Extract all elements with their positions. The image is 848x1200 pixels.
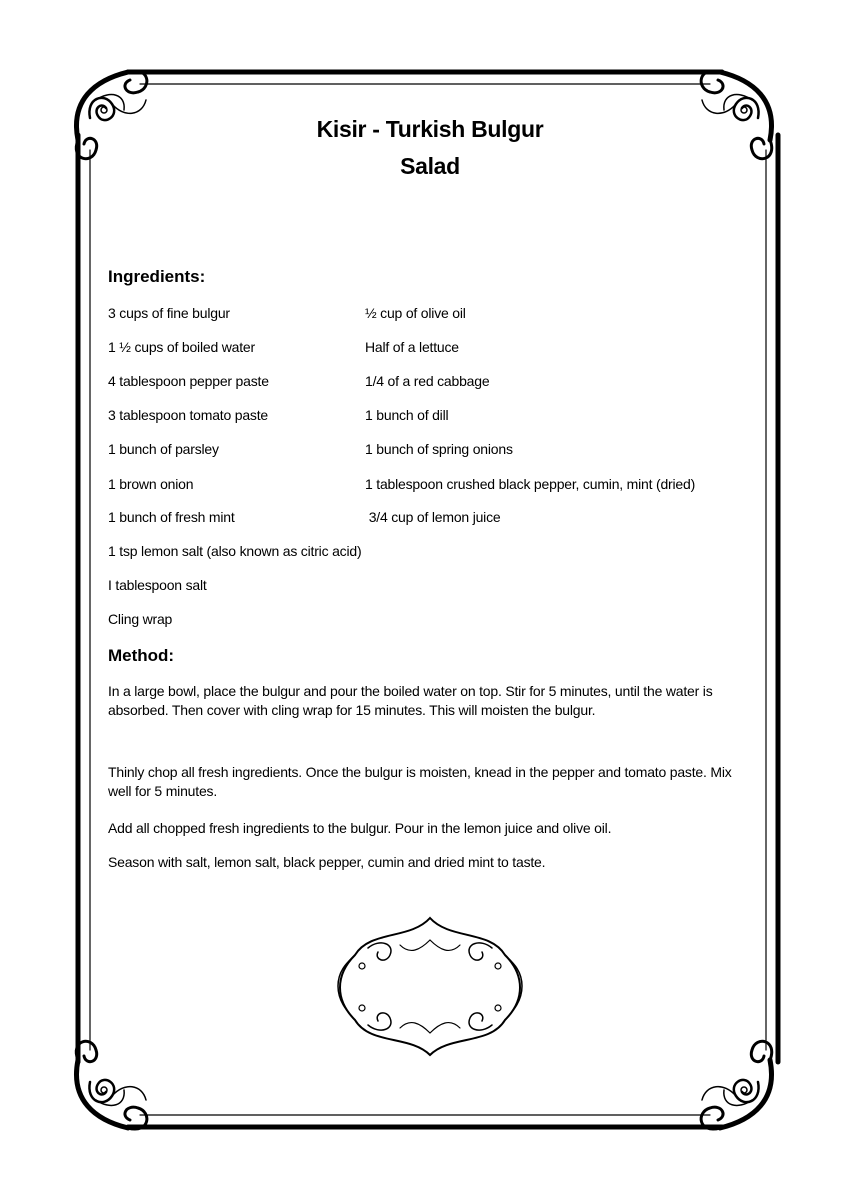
ingredient-item: I tablespoon salt — [108, 577, 207, 593]
ingredients-heading: Ingredients: — [108, 267, 206, 286]
ingredient-item: ½ cup of olive oil — [365, 305, 466, 321]
method-heading: Method: — [108, 646, 175, 665]
recipe-title-line-1: Kisir - Turkish Bulgur — [316, 116, 544, 142]
corner-flourish-icon — [76, 71, 147, 159]
method-step: Season with salt, lemon salt, black pepper, cumin and dried mint to taste. — [108, 854, 546, 870]
ingredient-item: 1 bunch of parsley — [108, 441, 219, 457]
method-step: Thinly chop all fresh ingredients. Once the bulgur is moisten, knead in the pepper and tomato paste. Mix well for 5 minutes. — [108, 764, 732, 799]
ingredient-item: 3 cups of fine bulgur — [108, 305, 230, 321]
ingredient-item: 1 ½ cups of boiled water — [108, 339, 255, 355]
ingredient-item: 1 tablespoon crushed black pepper, cumin, mint (dried) — [365, 476, 696, 492]
ingredient-item: 3/4 cup of lemon juice — [365, 509, 501, 525]
ingredient-item: 1/4 of a red cabbage — [365, 373, 490, 389]
recipe-title-line-2: Salad — [400, 153, 460, 179]
ingredient-item: 4 tablespoon pepper paste — [108, 373, 269, 389]
ingredient-item: Cling wrap — [108, 611, 173, 627]
ingredient-item: Half of a lettuce — [365, 339, 459, 355]
ingredient-item: 1 brown onion — [108, 476, 194, 492]
center-flourish-ornament — [338, 918, 522, 1055]
ingredient-item: 1 bunch of fresh mint — [108, 509, 235, 525]
ingredient-item: 1 bunch of dill — [365, 407, 449, 423]
method-step: In a large bowl, place the bulgur and pour the boiled water on top. Stir for 5 minutes, until the water is absorbed. Then cover with cling wrap for 15 minutes. This will moisten the bulgur. — [108, 683, 713, 718]
method-step: Add all chopped fresh ingredients to the bulgur. Pour in the lemon juice and olive oil. — [108, 820, 612, 836]
ingredient-item: 1 bunch of spring onions — [365, 441, 513, 457]
ingredient-item: 3 tablespoon tomato paste — [108, 407, 269, 423]
ingredient-item: 1 tsp lemon salt (also known as citric acid) — [108, 543, 362, 559]
